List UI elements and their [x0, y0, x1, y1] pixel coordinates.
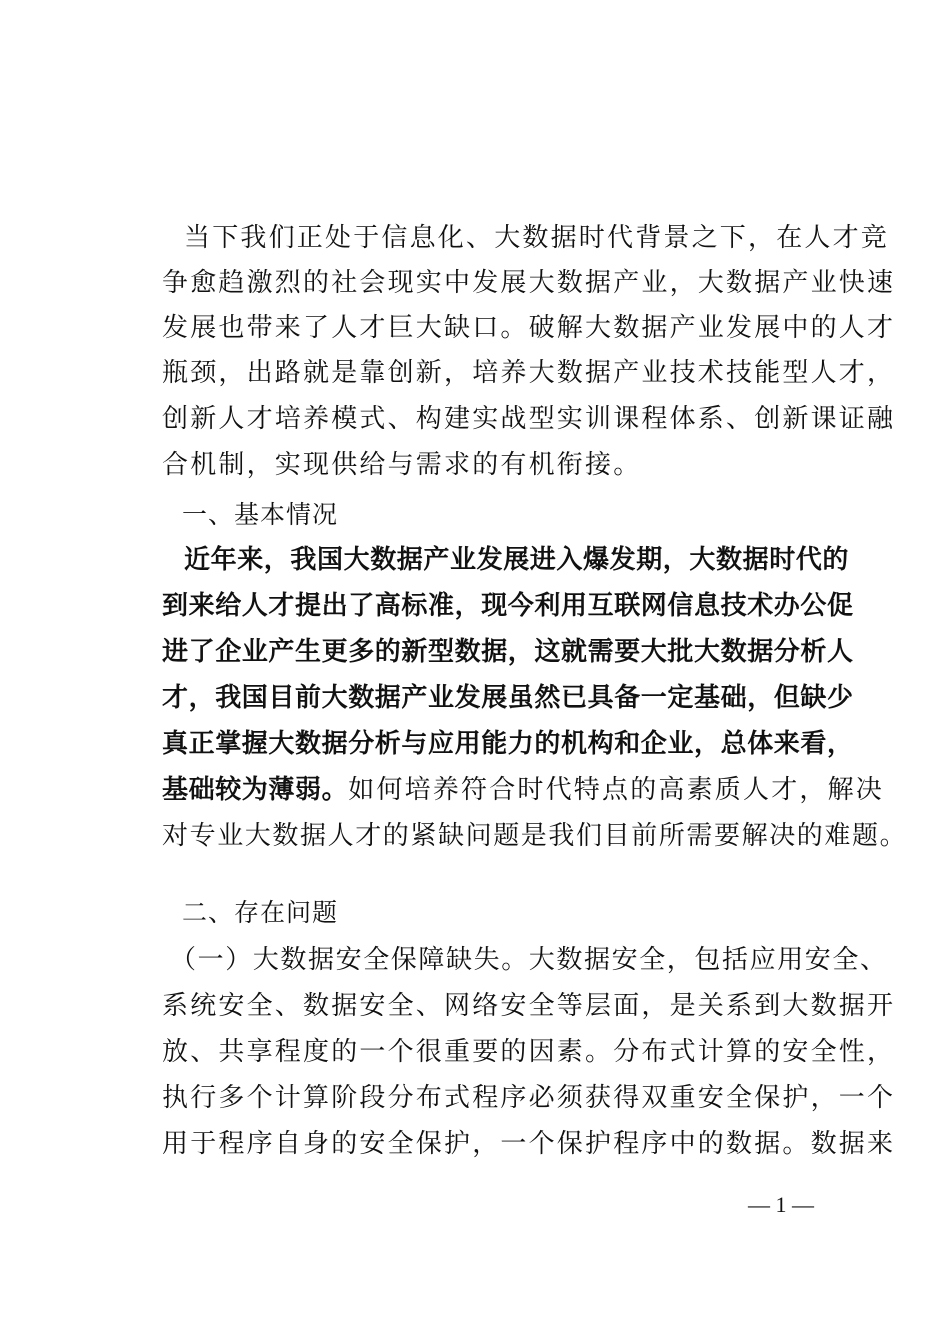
section-1-line-7: 对专业大数据人才的紧缺问题是我们目前所需要解决的难题。	[162, 821, 908, 851]
intro-line-1: 当下我们正处于信息化、大数据时代背景之下，在人才竞	[184, 223, 890, 253]
section-2-line-4: 执行多个计算阶段分布式程序必须获得双重安全保护，一个	[162, 1083, 896, 1113]
intro-line-2: 争愈趋激烈的社会现实中发展大数据产业，大数据产业快速	[162, 268, 896, 298]
section-1-line-6	[162, 772, 884, 808]
section-2-line-1: （一）大数据安全保障缺失。大数据安全，包括应用安全、	[170, 945, 888, 975]
section-1-line-1: 近年来，我国大数据产业发展进入爆发期，大数据时代的	[184, 545, 850, 575]
section-1-line-2: 到来给人才提出了高标准，现今利用互联网信息技术办公促	[162, 591, 854, 621]
section-1-normal-fragment: 如何培养符合时代特点的高素质人才，解决	[348, 775, 885, 805]
section-1-line-5: 真正掌握大数据分析与应用能力的机构和企业，总体来看，	[162, 729, 854, 759]
section-2-line-2: 系统安全、数据安全、网络安全等层面，是关系到大数据开	[162, 991, 896, 1021]
section-2-line-3: 放、共享程度的一个很重要的因素。分布式计算的安全性，	[162, 1037, 896, 1067]
intro-line-5: 创新人才培养模式、构建实战型实训课程体系、创新课证融	[162, 404, 896, 434]
intro-line-6: 合机制，实现供给与需求的有机衔接。	[162, 450, 642, 480]
section-1-line-4: 才，我国目前大数据产业发展虽然已具备一定基础，但缺少	[162, 683, 854, 713]
section-1-bold-fragment: 基础较为薄弱。	[162, 775, 349, 805]
section-2-line-5: 用于程序自身的安全保护，一个保护程序中的数据。数据来	[162, 1129, 896, 1159]
intro-line-4: 瓶颈，出路就是靠创新，培养大数据产业技术技能型人才，	[162, 358, 896, 388]
section-heading-1: 一、基本情况	[182, 500, 339, 529]
page-number: — 1 —	[748, 1192, 814, 1217]
intro-line-3: 发展也带来了人才巨大缺口。破解大数据产业发展中的人才	[162, 313, 896, 343]
section-heading-2: 二、存在问题	[182, 898, 339, 927]
section-1-line-3: 进了企业产生更多的新型数据，这就需要大批大数据分析人	[162, 637, 854, 667]
